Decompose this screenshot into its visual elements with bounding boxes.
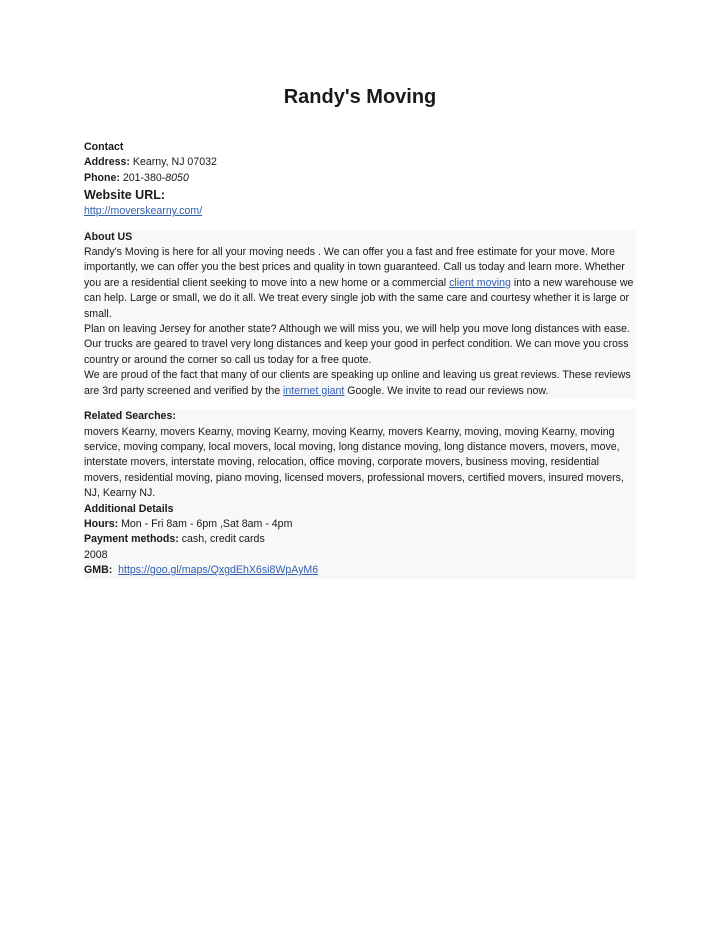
contact-heading: Contact xyxy=(84,141,124,153)
hours-line xyxy=(84,517,636,532)
address-line xyxy=(84,155,636,170)
related-heading: Related Searches: xyxy=(84,410,176,423)
hours-label: Hours: xyxy=(84,517,119,530)
related-text: movers Kearny, movers Kearny, moving Kearny, moving Kearny, movers Kearny, moving, moving Kearny, moving service, moving company, local movers, local moving, long distance moving, long distance movers, movers, move, interstate movers, interstate moving, relocation, office moving, corporate movers, business moving, residential movers, residential moving, piano moving, licensed movers, professional movers, certified movers, insured movers, NJ, Kearny NJ. xyxy=(84,425,624,500)
address-label: Address: xyxy=(84,156,130,169)
website-link[interactable]: http://moverskearny.com/ xyxy=(84,205,203,218)
payment-label: Payment methods: xyxy=(84,533,179,546)
gmb-label: GMB: xyxy=(84,564,113,577)
client-moving-link[interactable]: client moving xyxy=(449,276,511,289)
about-paragraph-1: Randy's Moving is here for all your moving needs . We can offer you a fast and free estimate for your move. More importantly, we can offer you the best prices and quality in town guaranteed. Call us today and learn more. Whether you are a residential client seeking to move into a new home or a commercial client moving into a new warehouse we can help. Large or small, we do it all. We treat every single job with the same care and courtesy whether it is large or small. xyxy=(84,246,634,320)
about-section xyxy=(84,230,636,399)
payment-value: cash, credit cards xyxy=(178,533,265,546)
about-heading: About US xyxy=(84,230,133,243)
hours-value: Mon - Fri 8am - 6pm ,Sat 8am - 4pm xyxy=(118,517,293,530)
gmb-line xyxy=(84,563,636,578)
address-value: Kearny, NJ 07032 xyxy=(132,156,217,169)
phone-label: Phone: xyxy=(84,171,120,184)
phone-prefix: 201-380- xyxy=(122,171,166,184)
gmb-link[interactable]: https://goo.gl/maps/QxgdEhX6si8WpAyM6 xyxy=(118,564,319,577)
related-section xyxy=(84,409,636,578)
website-label: Website URL: xyxy=(84,188,166,203)
phone-suffix: 8050 xyxy=(165,171,189,184)
internet-giant-link[interactable]: internet giant xyxy=(283,384,345,397)
year-line: 2008 xyxy=(84,548,108,561)
additional-heading: Additional Details xyxy=(84,502,174,515)
payment-line xyxy=(84,532,636,547)
document-content xyxy=(84,140,636,579)
about-paragraph-3: We are proud of the fact that many of our clients are speaking up online and leaving us great reviews. These reviews are 3rd party screened and verified by the internet giant Google. We invite to read our reviews now. xyxy=(84,369,631,397)
phone-line xyxy=(84,171,636,186)
about-paragraph-2: Plan on leaving Jersey for another state? Although we will miss you, we will help you move long distances with ease. Our trucks are geared to travel very long distances and keep your good in perfect condition. We can move you cross country or around the corner so call us today for a free quote. xyxy=(84,323,630,366)
page-title: Randy's Moving xyxy=(283,86,437,108)
